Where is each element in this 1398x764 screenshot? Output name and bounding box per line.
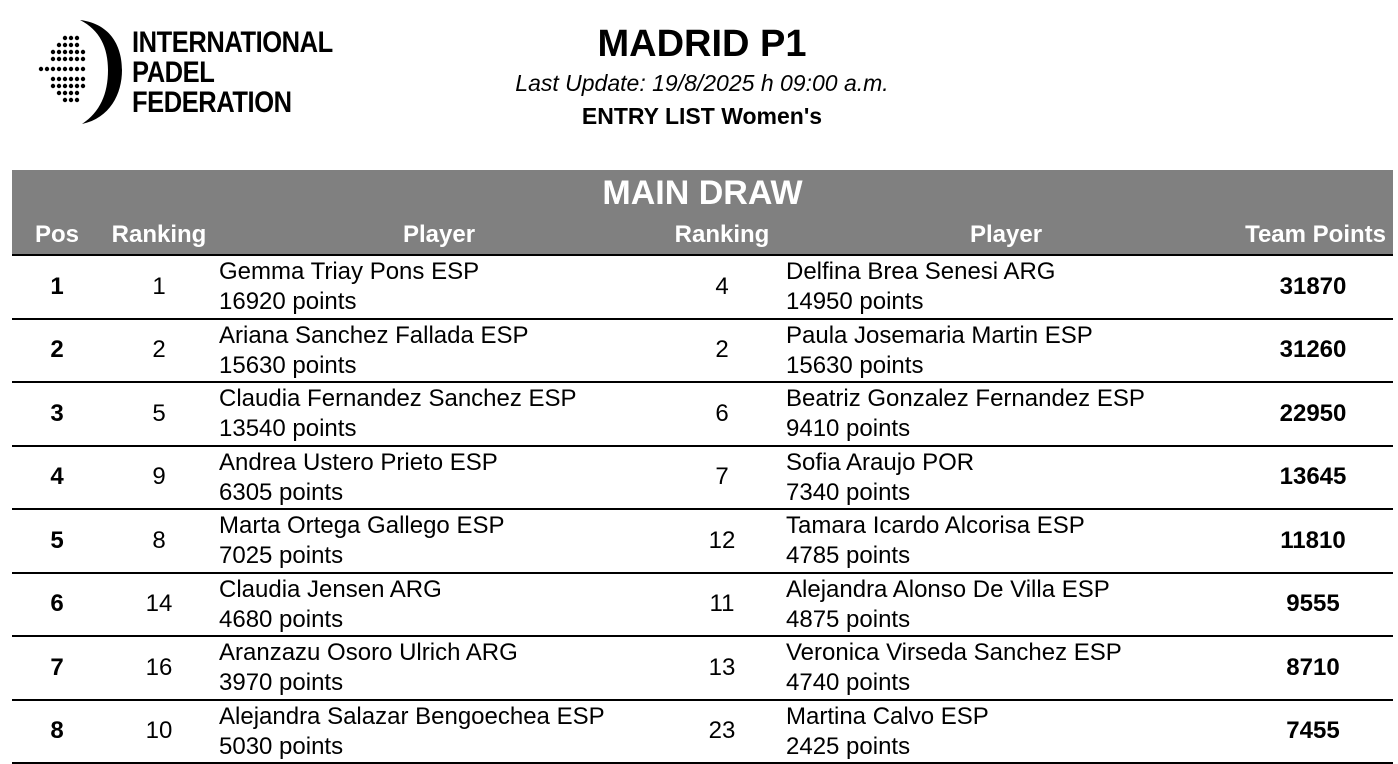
player-2-points: 4740 points xyxy=(786,669,911,696)
player-2-points: 9410 points xyxy=(786,415,911,442)
ranking-1-cell: 2 xyxy=(152,336,166,364)
ranking-2-cell: 6 xyxy=(715,399,729,427)
team-points-cell: 11810 xyxy=(1280,526,1346,554)
team-points-cell: 31870 xyxy=(1279,272,1347,300)
ranking-2-cell: 2 xyxy=(715,336,729,364)
player-1-name: Claudia Fernandez Sanchez ESP xyxy=(219,385,577,412)
player-1-points: 6305 points xyxy=(219,478,344,506)
player-2-points: 7340 points xyxy=(786,478,911,506)
team-points-cell: 22950 xyxy=(1279,399,1347,427)
ranking-2-cell: 23 xyxy=(708,717,736,745)
player-2-points: 4875 points xyxy=(786,605,911,633)
player-1-cell xyxy=(219,321,669,381)
player-2-cell xyxy=(786,321,1226,381)
table-row xyxy=(12,320,1393,384)
player-2-cell xyxy=(786,638,1226,698)
ranking-2-cell: 12 xyxy=(708,526,736,554)
ranking-1-cell: 9 xyxy=(152,463,166,491)
player-2-cell xyxy=(786,511,1226,571)
player-1-name: Marta Ortega Gallego ESP xyxy=(219,512,505,539)
player-2-cell xyxy=(786,384,1226,444)
player-1-points: 5030 points xyxy=(219,732,344,760)
ranking-2-cell: 11 xyxy=(709,590,735,618)
table-header-band xyxy=(12,170,1393,254)
player-1-cell xyxy=(219,384,669,444)
position-cell: 1 xyxy=(50,272,64,300)
logo-line-3: FEDERATION xyxy=(132,86,292,119)
player-2-name: Tamara Icardo Alcorisa ESP xyxy=(786,512,1085,539)
player-1-name: Aranzazu Osoro Ulrich ARG xyxy=(219,639,518,666)
player-1-points: 7025 points xyxy=(219,542,344,569)
entry-list-table xyxy=(12,170,1393,764)
ranking-1-cell: 1 xyxy=(152,272,166,300)
federation-logo xyxy=(30,18,333,128)
ranking-2-cell: 7 xyxy=(715,463,729,491)
column-header-ranking-1: Ranking xyxy=(111,221,207,248)
player-2-points: 2425 points xyxy=(786,732,911,760)
player-2-points: 4785 points xyxy=(786,542,911,569)
table-row xyxy=(12,637,1393,701)
player-1-name: Alejandra Salazar Bengoechea ESP xyxy=(219,702,605,730)
player-2-name: Delfina Brea Senesi ARG xyxy=(786,258,1056,285)
player-2-name: Sofia Araujo POR xyxy=(786,448,975,476)
padel-racket-logo-icon xyxy=(30,18,130,128)
player-1-cell xyxy=(219,638,669,698)
player-1-cell xyxy=(219,702,669,762)
table-row xyxy=(12,574,1393,638)
last-update-text: Last Update: 19/8/2025 h 09:00 a.m. xyxy=(515,70,889,96)
player-2-name: Veronica Virseda Sanchez ESP xyxy=(786,639,1122,666)
player-1-points: 13540 points xyxy=(219,415,357,442)
position-cell: 5 xyxy=(50,526,64,554)
player-1-cell xyxy=(219,448,669,508)
ranking-1-cell: 10 xyxy=(145,717,173,745)
position-cell: 7 xyxy=(50,653,64,681)
player-1-points: 4680 points xyxy=(219,605,344,633)
team-points-cell: 7455 xyxy=(1286,717,1340,745)
table-body xyxy=(12,254,1393,764)
player-2-name: Martina Calvo ESP xyxy=(786,702,989,730)
player-1-cell xyxy=(219,575,669,635)
team-points-cell: 9555 xyxy=(1286,590,1340,618)
team-points-cell: 31260 xyxy=(1279,336,1347,364)
player-2-cell xyxy=(786,575,1226,635)
player-2-points: 14950 points xyxy=(786,288,924,315)
player-2-cell xyxy=(786,448,1226,508)
table-row xyxy=(12,510,1393,574)
ranking-1-cell: 8 xyxy=(152,526,166,554)
player-1-cell xyxy=(219,257,669,317)
section-title: MAIN DRAW xyxy=(602,174,803,212)
position-cell: 4 xyxy=(50,463,64,491)
position-cell: 3 xyxy=(50,399,64,427)
player-1-name: Andrea Ustero Prieto ESP xyxy=(219,448,498,476)
table-row xyxy=(12,701,1393,764)
column-header-team-points: Team Points xyxy=(1245,221,1386,248)
ranking-2-cell: 13 xyxy=(708,653,736,681)
player-2-cell xyxy=(786,257,1226,317)
tournament-title: MADRID P1 xyxy=(597,23,807,65)
logo-wordmark xyxy=(132,28,333,118)
ranking-1-cell: 16 xyxy=(145,653,173,681)
player-2-name: Alejandra Alonso De Villa ESP xyxy=(786,575,1110,603)
position-cell: 6 xyxy=(50,590,64,618)
table-row xyxy=(12,447,1393,511)
player-1-points: 16920 points xyxy=(219,288,357,315)
position-cell: 2 xyxy=(50,336,64,364)
column-header-pos: Pos xyxy=(34,221,79,248)
document-header xyxy=(400,20,1004,134)
ranking-1-cell: 14 xyxy=(145,590,173,618)
column-header-player-2: Player xyxy=(969,221,1043,248)
player-2-name: Paula Josemaria Martin ESP xyxy=(786,321,1093,349)
player-1-name: Claudia Jensen ARG xyxy=(219,575,442,603)
player-2-cell xyxy=(786,702,1226,762)
player-1-name: Ariana Sanchez Fallada ESP xyxy=(219,321,529,349)
logo-line-2: PADEL xyxy=(132,56,215,89)
team-points-cell: 8710 xyxy=(1286,653,1340,681)
ranking-2-cell: 4 xyxy=(715,272,729,300)
column-header-player-1: Player xyxy=(402,221,476,248)
entry-list-subtitle: ENTRY LIST Women's xyxy=(581,103,823,129)
team-points-cell: 13645 xyxy=(1279,463,1347,491)
column-header-ranking-2: Ranking xyxy=(674,221,770,248)
player-1-points: 3970 points xyxy=(219,669,344,696)
ranking-1-cell: 5 xyxy=(152,399,166,427)
logo-line-1: INTERNATIONAL xyxy=(132,26,333,59)
table-row xyxy=(12,383,1393,447)
player-1-cell xyxy=(219,511,669,571)
player-1-name: Gemma Triay Pons ESP xyxy=(219,258,480,285)
table-row xyxy=(12,256,1393,320)
player-2-name: Beatriz Gonzalez Fernandez ESP xyxy=(786,385,1145,412)
position-cell: 8 xyxy=(50,717,64,745)
player-2-points: 15630 points xyxy=(786,351,924,379)
player-1-points: 15630 points xyxy=(219,351,357,379)
